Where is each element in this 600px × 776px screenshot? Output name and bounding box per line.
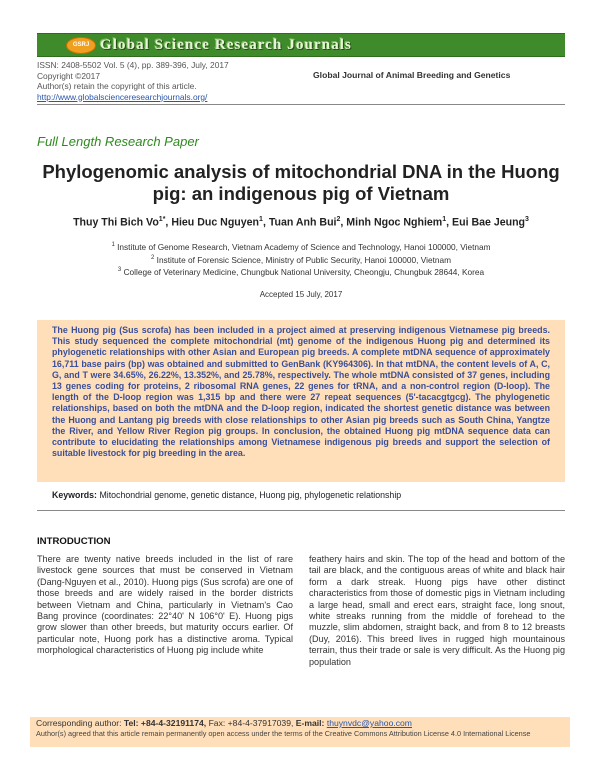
affiliation-number: 1 <box>111 242 115 249</box>
author-affiliation-mark: 1* <box>158 216 166 223</box>
affiliation-number: 3 <box>117 267 122 274</box>
author-affiliation-mark: 1 <box>442 216 447 223</box>
license-note: Author(s) agreed that this article remain permanently open access under the terms of the Creative Commons Attribution License 4.0 International License <box>36 729 531 738</box>
keywords-label: Keywords: <box>52 490 97 500</box>
keywords <box>52 490 562 500</box>
author-name: Tuan Anh Bui <box>268 216 337 229</box>
author-name: Eui Bae Jeung <box>452 216 526 229</box>
corresponding-label: Corresponding author: <box>36 718 122 728</box>
publication-info <box>37 60 337 102</box>
email-link[interactable]: thuynvdc@yahoo.com <box>326 718 412 728</box>
author-name: Thuy Thi Bich Vo <box>73 216 159 229</box>
body-column-left: There are twenty native breeds included in the list of rare livestock gene sources that must be conserved in Vietnam (Dang-Nguyen et al., 2010). Huong pigs (Sus scrofa) are one of those breeds and are widely raised in the border districts between Vietnam and China, particularly in Vietnam's Cao Bang province (coordinates: 22°40' N 106°0' E). Huong pigs grow slower than other breeds, but maturity occurs earlier. Of particular note, Huong pork has a distinctive aroma. Typical morphological characteristics of Huong pig include white <box>37 554 293 656</box>
affiliation-text: Institute of Genome Research, Vietnam Academy of Science and Technology, Hanoi 100000, Vietnam <box>117 242 491 252</box>
journal-logo-icon: GSRJ <box>66 37 96 54</box>
keywords-list: Mitochondrial genome, genetic distance, Huong pig, phylogenetic relationship <box>99 490 402 500</box>
author-name: Minh Ngoc Nghiem <box>346 216 443 229</box>
author-affiliation-mark: 1 <box>259 216 263 223</box>
author-list: Thuy Thi Bich $Vo^{1*}$, Hieu Duc Nguyen$^1$, Tuan Anh Bui$^2$, Minh Ngoc Nghiem$^1$, Eui Bae Jeung$^3$ <box>73 216 529 229</box>
corresponding-tel: Tel: +84-4-32191174, <box>123 718 207 728</box>
affiliation-number: 2 <box>150 255 155 262</box>
affiliation-text: College of Veterinary Medicine, Chungbuk National University, Cheongju, Chungbuk 28644, Korea <box>123 267 485 277</box>
abstract-text: The Huong pig (Sus scrofa) has been included in a project aimed at preserving indigenous Vietnamese pig breeds. This study sequenced the complete mitochondrial (mt) genome of the indigenous Huong pig and determined its phylogenetic relationships with other Asian and European pig breeds. A complete mtDNA sequence of approximately 16,711 base pairs (bp) was obtained and submitted to GenBank (KY964306). In that mtDNA, the content levels of A, C, G, and T were 34.65%, 26.22%, 13.352%, and 25.78%, respectively. The whole mtDNA consisted of 37 genes, including 13 genes coding for proteins, 2 ribosomal RNA genes, 22 genes for tRNA, and a non-control region (D-loop). The length of the D-loop region was 1,315 bp and there were 27 repeat sequences (5'-tacacgtgcg). The phylogenetic relationships, based on both the mtDNA and the D-loop region, indicated the shortest genetic distance was between the Huong and Lantang pig breeds with close relationships to other Asian pig breeds such as South China, Yangtze the River, and Yellow River Region pig groups. In conclusion, the obtained Huong pig mtDNA sequence data can contribute to elucidating the relationships among Vietnamese indigenous pig breeds and support the selection of suitable livestock for pig breeding in the area. <box>52 325 550 459</box>
header-divider <box>37 104 565 105</box>
affiliation-1 <box>37 242 565 252</box>
section-heading-introduction: INTRODUCTION <box>37 536 111 547</box>
journal-url-link[interactable]: http://www.globalscienceresearchjournals.org/ <box>37 91 208 102</box>
issn-line: ISSN: 2408-5502 Vol. 5 (4), pp. 389-396, July, 2017 <box>37 60 229 70</box>
email-label: E-mail: <box>295 718 325 728</box>
affiliation-text: Institute of Forensic Science, Ministry of Public Security, Hanoi 100000, Vietnam <box>156 255 452 265</box>
author-affiliation-mark: 3 <box>525 216 529 223</box>
author-affiliation-mark: 2 <box>336 216 341 223</box>
body-column-right: feathery hairs and skin. The top of the head and bottom of the tail are black, and the contiguous areas of white and black hair form a dark streak. Huong pigs have other distinct characteristics from those of domestic pigs in Vietnam including a large head, small and erect ears, straight face, long snout, white streaks running from the middle of forehead to the muzzle, slim abdomen, straight back, and from 8 to 12 breasts (Duy, 2016). This breed lives in rugged high mountainous terrain, thus their trade or sale is very difficult. As the Huong pig population <box>309 554 565 667</box>
journal-banner-title: Global Science Research Journals <box>100 37 352 53</box>
accepted-date: Accepted 15 July, 2017 <box>259 290 343 299</box>
keywords-divider <box>37 510 565 511</box>
affiliation-2 <box>37 255 565 265</box>
corresponding-author <box>36 718 566 728</box>
paper-title: Phylogenomic analysis of mitochondrial DNA in the Huong pig: an indigenous pig of Vietnam <box>42 161 560 204</box>
copyright-line: Copyright ©2017 <box>37 70 100 81</box>
journal-name: Global Journal of Animal Breeding and Genetics <box>313 70 511 80</box>
author-name: Hieu Duc Nguyen <box>171 216 260 229</box>
affiliation-3 <box>37 267 565 277</box>
rights-line: Author(s) retain the copyright of this article. <box>37 81 197 91</box>
paper-type: Full Length Research Paper <box>37 134 199 149</box>
corresponding-fax: Fax: +84-4-37917039, <box>208 718 294 728</box>
